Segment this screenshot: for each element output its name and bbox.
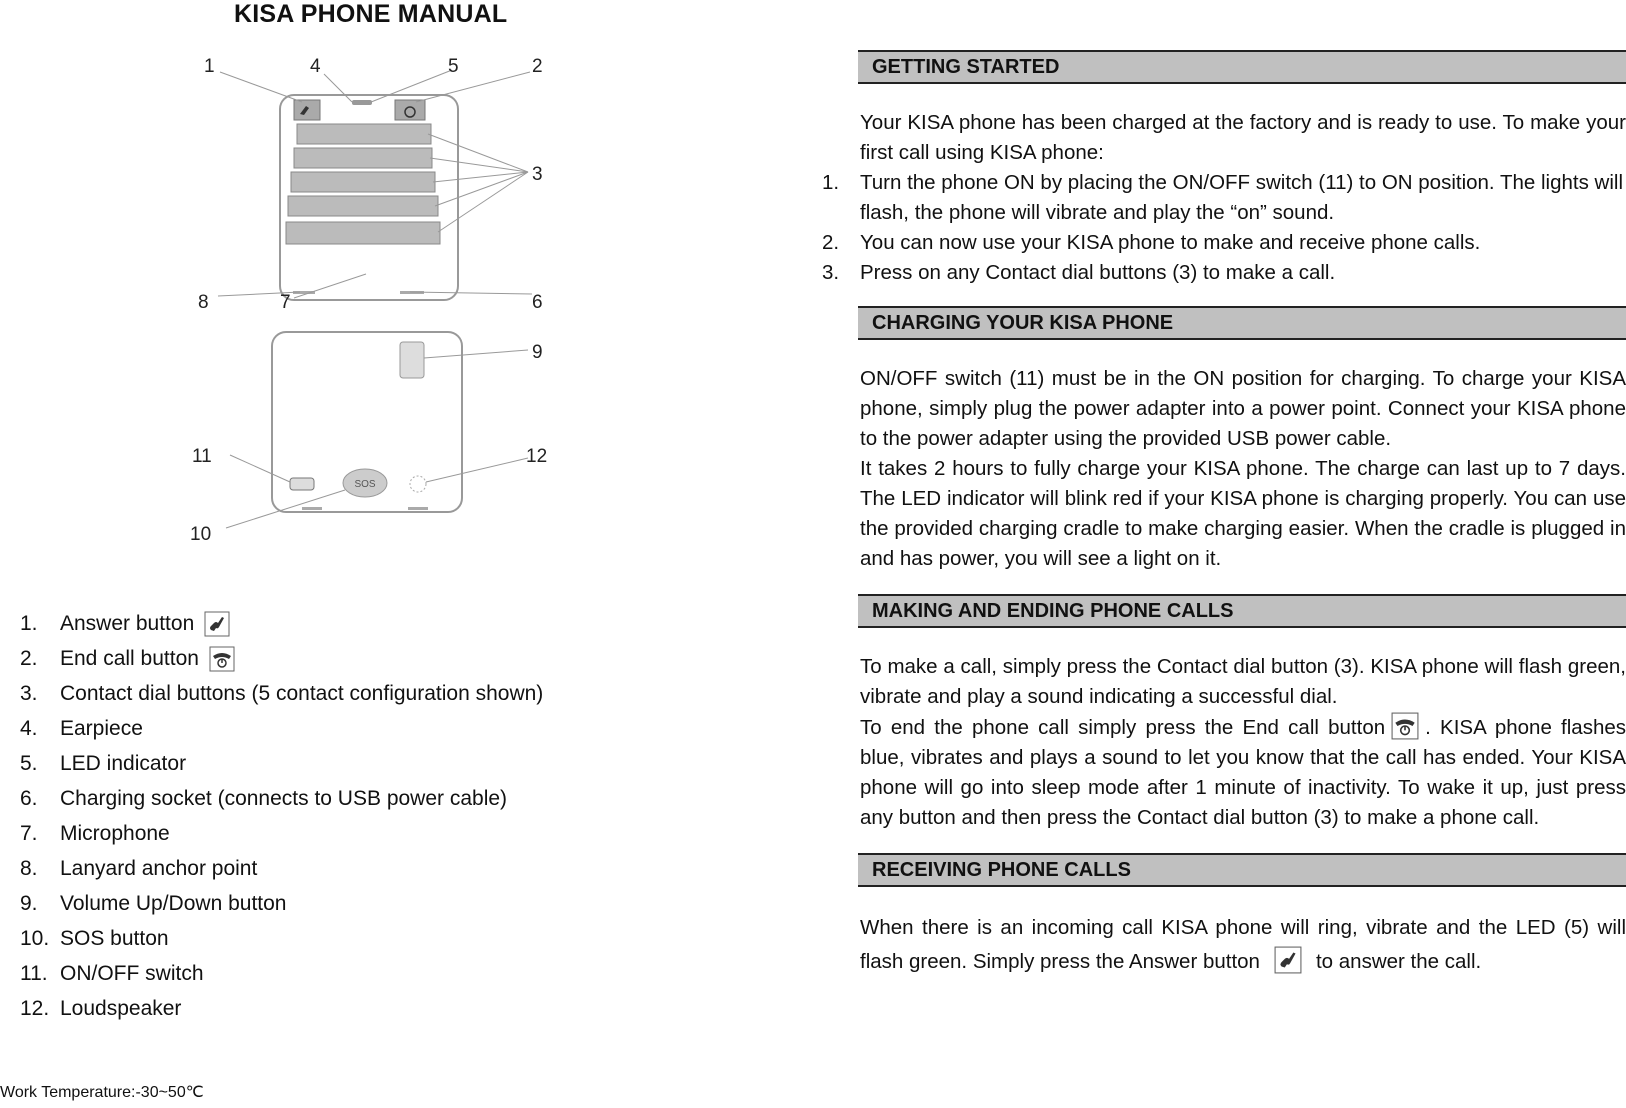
paragraph-text: . KISA phone flashes blue, vibrates and plays a sound to let you know that the call has ended. Your KISA phone will go into sleep mode after 1 minute of inactivity. To wake it up, just press any button and then press the Contact dial button (3) to make a phone call. <box>860 716 1626 829</box>
list-item <box>20 991 543 1026</box>
answer-phone-icon <box>204 611 230 637</box>
section-heading: MAKING AND ENDING PHONE CALLS <box>858 594 1626 628</box>
list-number: 10. <box>20 926 50 950</box>
list-label: ON/OFF switch <box>60 961 204 985</box>
list-item <box>20 781 543 816</box>
step-number: 1. <box>822 171 840 194</box>
callout-10: 10 <box>190 524 212 545</box>
work-temperature: Work Temperature:-30~50℃ <box>0 1084 204 1101</box>
phone-diagram <box>190 50 590 570</box>
callout-9: 9 <box>532 342 543 363</box>
list-label: LED indicator <box>60 751 187 775</box>
end-call-icon <box>209 646 235 672</box>
callout-7: 7 <box>280 292 291 313</box>
manual-title: KISA PHONE MANUAL <box>234 0 508 28</box>
list-label: Charging socket (connects to USB power cable) <box>60 786 508 810</box>
section-heading: CHARGING YOUR KISA PHONE <box>858 306 1626 340</box>
callout-8: 8 <box>198 292 209 313</box>
section-heading: RECEIVING PHONE CALLS <box>858 853 1626 887</box>
paragraph: Your KISA phone has been charged at the factory and is ready to use. To make your first call using KISA phone: <box>860 111 1626 164</box>
step-text: You can now use your KISA phone to make and receive phone calls. <box>860 231 1481 254</box>
right-page <box>822 50 1626 979</box>
step-text: Turn the phone ON by placing the ON/OFF switch (11) to ON position. The lights will flash, the phone will vibrate and play the “on” sound. <box>860 171 1623 224</box>
section-making-calls <box>858 594 1626 833</box>
list-number: 12. <box>20 996 50 1020</box>
diagram-sos-label: SOS <box>354 479 376 490</box>
list-number: 11. <box>20 961 48 985</box>
section-heading: GETTING STARTED <box>858 50 1626 84</box>
step-number: 3. <box>822 261 840 284</box>
paragraph-text: To end the phone call simply press the End call button <box>860 716 1386 739</box>
list-label: End call button <box>60 646 199 670</box>
list-label: Contact dial buttons (5 contact configuration shown) <box>60 681 544 705</box>
paragraph: ON/OFF switch (11) must be in the ON position for charging. To charge your KISA phone, simply plug the power adapter into a power point. Connect your KISA phone to the power adapter using the provided USB power cable. <box>860 367 1626 450</box>
list-item <box>20 711 543 746</box>
list-item <box>20 676 543 711</box>
list-number: 8. <box>20 856 38 880</box>
list-number: 7. <box>20 821 38 845</box>
list-number: 4. <box>20 716 38 740</box>
steps-list <box>822 168 1626 288</box>
callout-6: 6 <box>532 292 543 313</box>
paragraph: To make a call, simply press the Contact dial button (3). KISA phone will flash green, vibrate and play a sound indicating a successful dial. <box>860 655 1626 708</box>
answer-phone-icon <box>1274 946 1302 974</box>
paragraph <box>858 911 1626 979</box>
list-label: SOS button <box>60 926 169 950</box>
callout-3: 3 <box>532 164 543 185</box>
list-item <box>20 956 543 991</box>
list-item <box>822 228 1626 258</box>
left-page <box>0 0 800 1108</box>
callout-11: 11 <box>192 446 212 467</box>
list-label: Microphone <box>60 821 170 845</box>
end-call-icon <box>1391 712 1419 740</box>
list-number: 3. <box>20 681 38 705</box>
list-number: 6. <box>20 786 38 810</box>
paragraph-text: to answer the call. <box>1315 950 1482 973</box>
parts-list <box>20 606 543 1026</box>
list-label: Volume Up/Down button <box>60 891 287 915</box>
section-getting-started <box>822 50 1626 288</box>
list-item <box>20 641 543 676</box>
paragraph: It takes 2 hours to fully charge your KISA phone. The charge can last up to 7 days. The LED indicator will blink red if your KISA phone is charging properly. You can use the provided charging cradle to make charging easier. When the cradle is plugged in and has power, you will see a light on it. <box>860 457 1626 570</box>
list-item <box>822 168 1626 228</box>
callout-12: 12 <box>526 446 548 467</box>
list-item <box>822 258 1626 288</box>
list-item <box>20 606 543 641</box>
list-number: 2. <box>20 646 38 670</box>
list-item <box>20 851 543 886</box>
list-number: 5. <box>20 751 38 775</box>
list-item <box>20 816 543 851</box>
callout-1: 1 <box>204 56 215 77</box>
section-receiving-calls <box>858 853 1626 979</box>
callout-5: 5 <box>448 56 459 77</box>
section-charging <box>858 306 1626 574</box>
callout-2: 2 <box>532 56 543 77</box>
list-item <box>20 921 543 956</box>
list-label: Earpiece <box>60 716 143 740</box>
step-number: 2. <box>822 231 840 254</box>
callout-4: 4 <box>310 56 321 77</box>
list-label: Loudspeaker <box>60 996 182 1020</box>
step-text: Press on any Contact dial buttons (3) to make a call. <box>860 261 1336 284</box>
list-label: Answer button <box>60 611 195 635</box>
list-number: 1. <box>20 611 38 635</box>
phone-back <box>272 332 462 512</box>
paragraph-text: When there is an incoming call KISA phone will ring, vibrate and the LED (5) will flash green. Simply press the Answer button <box>860 916 1626 973</box>
list-label: Lanyard anchor point <box>60 856 258 880</box>
phone-front <box>280 95 458 300</box>
list-item <box>20 886 543 921</box>
list-number: 9. <box>20 891 38 915</box>
list-item <box>20 746 543 781</box>
paragraph <box>858 712 1626 833</box>
